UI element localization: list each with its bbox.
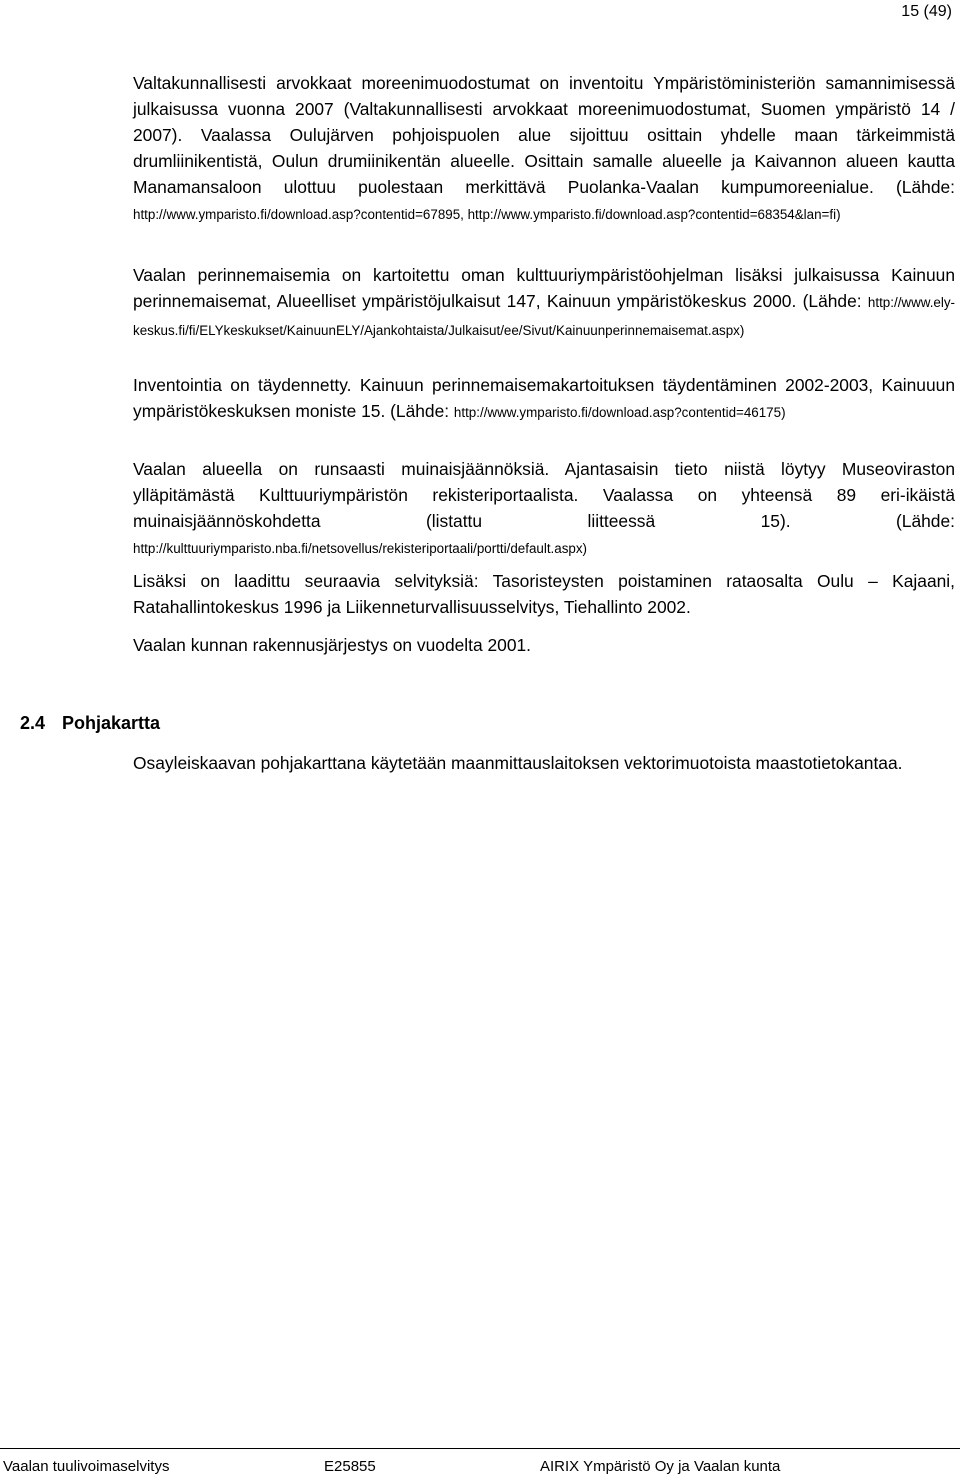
source-url: http://www.ely-keskus.fi/fi/ELYkeskukset/KainuunELY/Ajankohtaista/Julkaisut/ee/Sivut/Kainuunperinnemaisemat.aspx) [133, 295, 955, 338]
paragraph-text: Vaalan perinnemaisemia on kartoitettu oman kulttuuriympäristöohjelman lisäksi julkaisussa Kainuun perinnemaisemat, Alueelliset ympäristöjulkaisut 147, Kainuun ympäristökeskus 2000. (Lähde: [133, 265, 955, 311]
source-url: http://www.ymparisto.fi/download.asp?contentid=46175) [453, 405, 786, 420]
paragraph-text: Lisäksi on laadittu seuraavia selvityksiä: Tasoristeysten poistaminen rataosalta Oulu – Kajaani, Ratahallintokeskus 1996 ja Liikenneturvallisuusselvitys, Tiehallinto 2002. [133, 571, 955, 617]
section-heading [20, 713, 160, 734]
page-number: 15 (49) [901, 3, 952, 20]
source-url: http://www.ymparisto.fi/download.asp?contentid=67895, http://www.ymparisto.fi/download.asp?contentid=68354&lan=fi) [133, 207, 841, 222]
footer-report-title: Vaalan tuulivoimaselvitys [3, 1458, 170, 1475]
footer-divider [0, 1448, 960, 1449]
paragraph-rakennusjarjestys [133, 632, 955, 658]
footer-project-code: E25855 [324, 1458, 376, 1475]
paragraph-text: Vaalan kunnan rakennusjärjestys on vuodelta 2001. [133, 635, 532, 655]
paragraph-inventointi [133, 372, 955, 426]
source-url: http://kulttuuriymparisto.nba.fi/netsovellus/rekisteriportaali/portti/default.aspx) [133, 541, 588, 556]
footer-company: AIRIX Ympäristö Oy ja Vaalan kunta [540, 1458, 781, 1475]
paragraph-text: Osayleiskaavan pohjakarttana käytetään maanmittauslaitoksen vektorimuotoista maastotietokantaa. [133, 753, 903, 773]
paragraph-text: Vaalan alueella on runsaasti muinaisjäännöksiä. Ajantasaisin tieto niistä löytyy Museoviraston ylläpitämästä Kulttuuriympäristön rekisteriportaalista. Vaalassa on yhteensä 89 eri-ikäistä muinaisjäännöskohdetta (listattu liitteessä 15). (Lähde: [133, 459, 955, 531]
paragraph-perinnemaisemat [133, 262, 955, 344]
section-title: Pohjakartta [62, 713, 161, 733]
paragraph-text: Inventointia on täydennetty. Kainuun perinnemaisemakartoituksen täydentäminen 2002-2003, Kainuuun ympäristökeskuksen moniste 15. (Lähde: [133, 375, 955, 421]
section-paragraph [133, 750, 955, 776]
section-number: 2.4 [20, 713, 46, 733]
paragraph-text: Valtakunnallisesti arvokkaat moreenimuodostumat on inventoitu Ympäristöministeriön samannimisessä julkaisussa vuonna 2007 (Valtakunnallisesti arvokkaat moreenimuodostumat, Suomen ympäristö 14 / 2007). Vaalassa Oulujärven pohjoispuolen alue sijoittuu osittain yhdelle maan tärkeimmistä drumliinikentistä, Oulun drumiinikentän alueelle. Osittain samalle alueelle ja Kaivannon alueen kautta Manamansaloon ulottuu puolestaan merkittävä Puolanka-Vaalan kumpumoreenialue. (Lähde: [133, 73, 955, 197]
paragraph-selvitykset [133, 568, 955, 620]
paragraph-moreenimuodostumat [133, 70, 955, 228]
paragraph-muinaisjaannokset [133, 456, 955, 562]
